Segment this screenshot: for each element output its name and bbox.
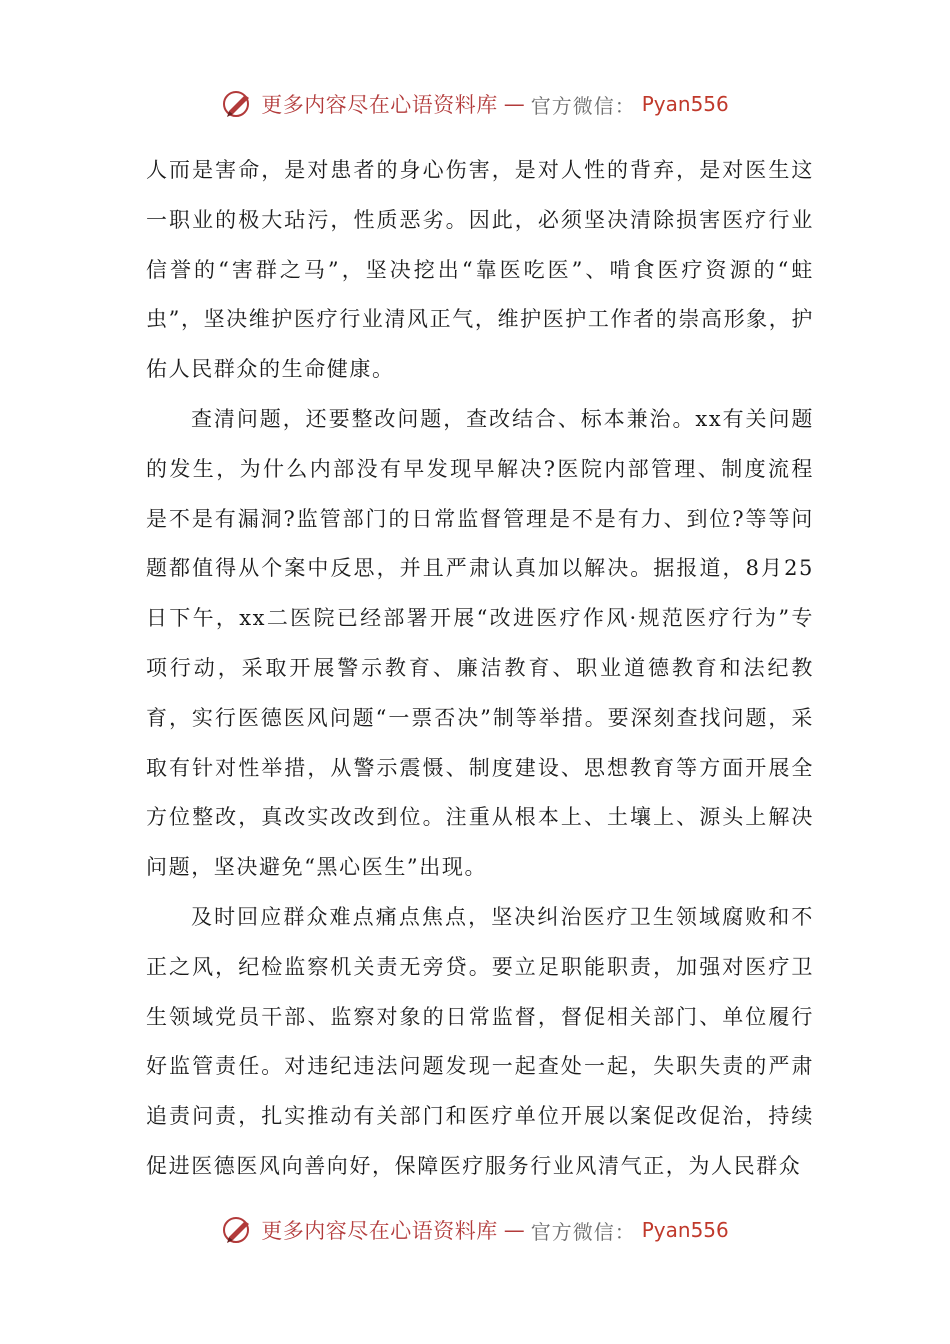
- document-body: [146, 146, 814, 1192]
- watermark-dash: —: [503, 92, 525, 116]
- pen-logo-icon: [221, 1213, 255, 1247]
- footer-watermark: [0, 1210, 950, 1250]
- header-watermark: [0, 84, 950, 124]
- paragraph-3: 及时回应群众难点痛点焦点，坚决纠治医疗卫生领域腐败和不正之风，纪检监察机关责无旁贷。要立足职能职责，加强对医疗卫生领域党员干部、监察对象的日常监督，督促相关部门、单位履行好监管责任。对违纪违法问题发现一起查处一起，失职失责的严肃追责问责，扎实推动有关部门和医疗单位开展以案促改促治，持续促进医德医风向善向好，保障医疗服务行业风清气正，为人民群众: [146, 904, 814, 1178]
- paragraph-1: 人而是害命，是对患者的身心伤害，是对人性的背弃，是对医生这一职业的极大玷污，性质恶劣。因此，必须坚决清除损害医疗行业信誉的“害群之马”，坚决挖出“靠医吃医”、啃食医疗资源的“蛀虫”，坚决维护医疗行业清风正气，维护医护工作者的崇高形象，护佑人民群众的生命健康。: [146, 158, 814, 382]
- watermark-dash: —: [503, 1218, 525, 1242]
- watermark-site-text: 更多内容尽在心语资料库: [261, 93, 498, 117]
- watermark-wechat-id: Pyan556: [641, 92, 729, 116]
- watermark-wechat-label: 官方微信：: [530, 93, 636, 118]
- pen-logo-icon: [221, 87, 255, 121]
- watermark-wechat-id: Pyan556: [641, 1218, 729, 1242]
- paragraph-2: 查清问题，还要整改问题，查改结合、标本兼治。xx有关问题的发生，为什么内部没有早发现早解决?医院内部管理、制度流程是不是有漏洞?监管部门的日常监督管理是不是有力、到位?等等问题都值得从个案中反思，并且严肃认真加以解决。据报道，8月25日下午，xx二医院已经部署开展“改进医疗作风·规范医疗行为”专项行动，采取开展警示教育、廉洁教育、职业道德教育和法纪教育，实行医德医风问题“一票否决”制等举措。要深刻查找问题，采取有针对性举措，从警示震慑、制度建设、思想教育等方面开展全方位整改，真改实改改到位。注重从根本上、土壤上、源头上解决问题，坚决避免“黑心医生”出现。: [146, 406, 814, 880]
- watermark-wechat-label: 官方微信：: [530, 1219, 636, 1244]
- watermark-site-text: 更多内容尽在心语资料库: [261, 1219, 498, 1243]
